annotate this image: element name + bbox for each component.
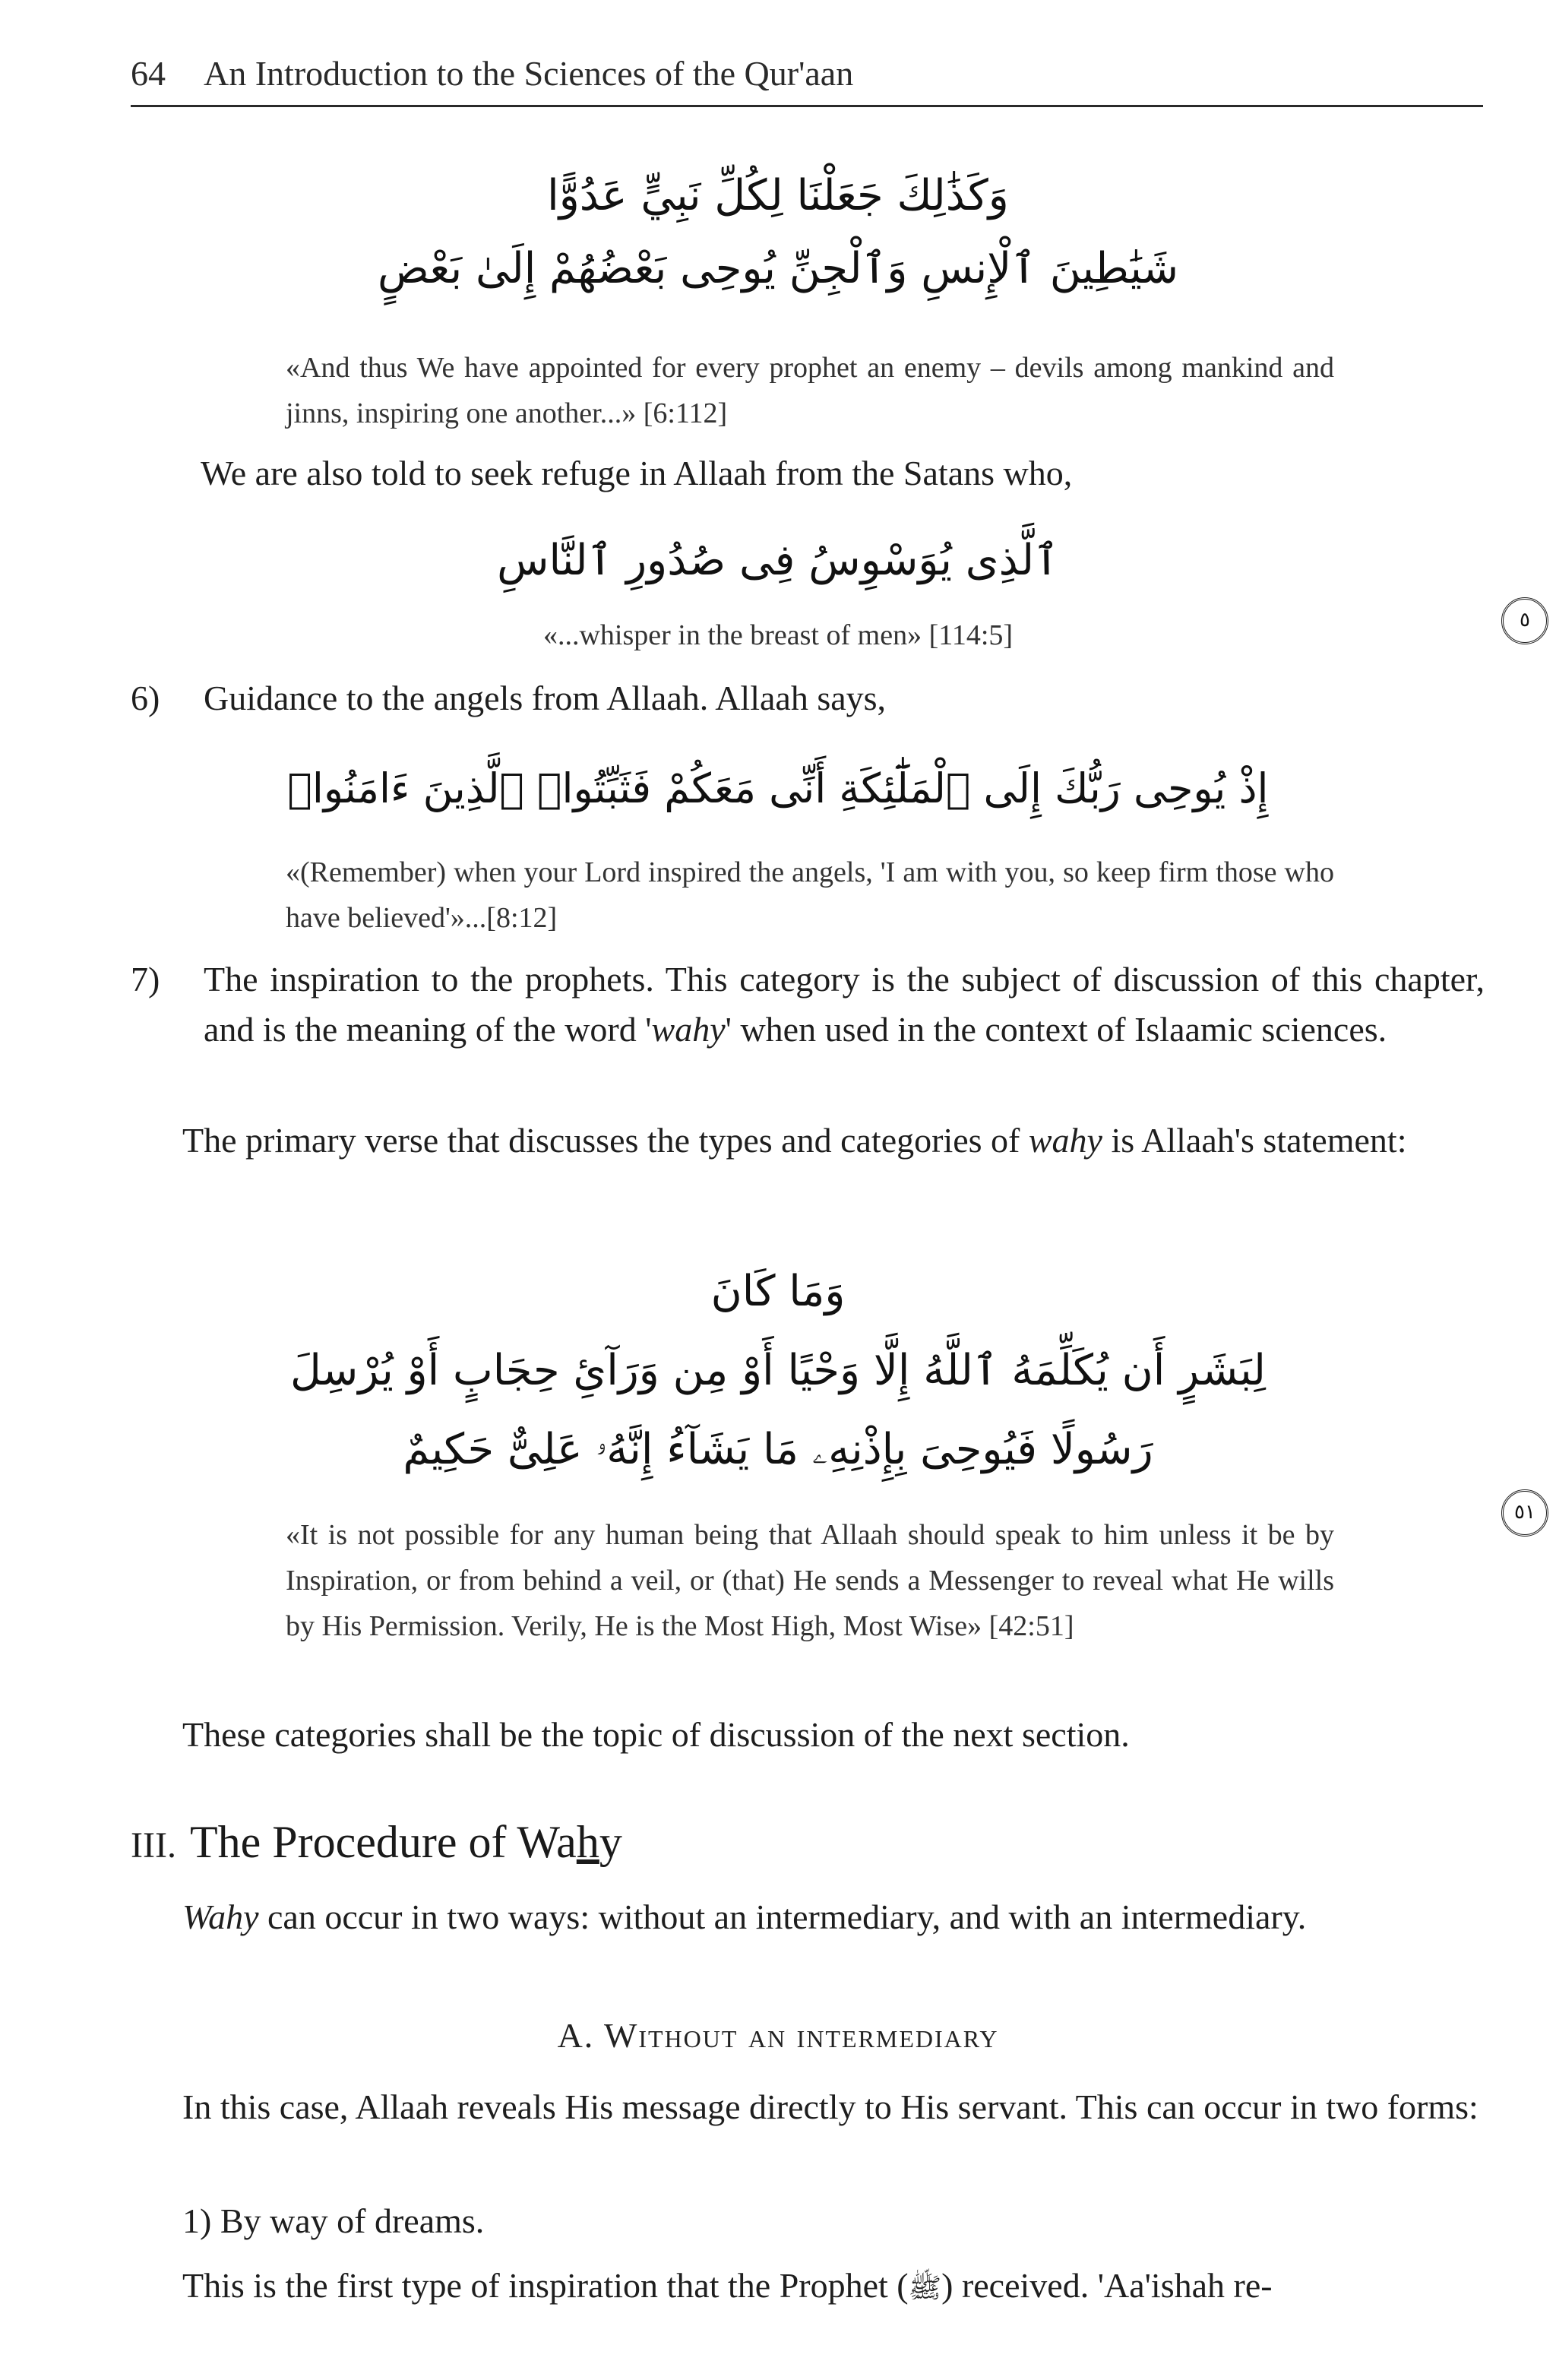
list-item-text: Guidance to the angels from Allaah. Allaah says, bbox=[204, 679, 887, 717]
quote-text: «(Remember) when your Lord inspired the angels, 'I am with you, so keep firm those who have believed'»...[8:12] bbox=[286, 856, 1334, 934]
section-title: The Procedure of Wa bbox=[189, 1817, 577, 1867]
paragraph-text: This is the first type of inspiration that the Prophet ( bbox=[182, 2266, 909, 2305]
translation-quote bbox=[0, 612, 1556, 658]
list-number: 7) bbox=[131, 960, 160, 999]
arabic-text: ٱلَّذِى يُوَسْوِسُ فِى صُدُورِ ٱلنَّاسِ bbox=[497, 536, 1059, 585]
salutation-glyph: ﷺ bbox=[908, 2273, 942, 2304]
paragraph bbox=[182, 2261, 1485, 2314]
translation-quote bbox=[286, 850, 1334, 941]
translation-quote bbox=[286, 345, 1334, 436]
ayah-number-marker: ٥١ bbox=[1501, 1489, 1548, 1537]
quote-text: «It is not possible for any human being that Allaah should speak to him unless it be by Inspiration, or from behind a veil, or (that) He sends a Messenger to reveal what He wills by His Permission. Verily, He is the Most High, Most Wise» [42:51] bbox=[286, 1519, 1334, 1642]
list-item-text: ' when used in the context of Islaamic sciences. bbox=[725, 1010, 1387, 1049]
list-item-dreams bbox=[182, 2196, 1485, 2246]
paragraph bbox=[131, 2082, 1485, 2132]
arabic-verse-6-112 bbox=[0, 160, 1556, 305]
paragraph bbox=[131, 1116, 1485, 1166]
arabic-line: شَيَٰطِينَ ٱلْإِنسِ وَٱلْجِنِّ يُوحِى بَعْضُهُمْ إِلَىٰ بَعْضٍ bbox=[377, 244, 1179, 293]
paragraph-text: In this case, Allaah reveals His message directly to His servant. This can occur in two forms: bbox=[182, 2087, 1479, 2126]
arabic-line: إِذْ يُوحِى رَبُّكَ إِلَى ٱلْمَلَٰٓئِكَةِ أَنِّى مَعَكُمْ فَثَبِّتُوا۟ ٱلَّذِينَ ءَامَنُوا۟ bbox=[287, 764, 1269, 812]
section-numeral: III. bbox=[131, 1825, 176, 1866]
running-title: An Introduction to the Sciences of the Qur'aan bbox=[204, 54, 854, 93]
paragraph-text: ) received. 'Aa'ishah re- bbox=[941, 2266, 1273, 2305]
paragraph-text: can occur in two ways: without an intermediary, and with an intermediary. bbox=[258, 1897, 1307, 1936]
section-title: h bbox=[576, 1817, 599, 1867]
subsection-title: A. Without an intermediary bbox=[557, 2016, 999, 2055]
page-number: 64 bbox=[131, 54, 166, 93]
section-heading bbox=[131, 1816, 622, 1869]
term-wahy: wahy bbox=[651, 1010, 726, 1049]
paragraph-text: is Allaah's statement: bbox=[1102, 1121, 1407, 1160]
translation-quote bbox=[286, 1512, 1334, 1649]
paragraph bbox=[182, 1710, 1485, 1760]
arabic-verse-8-12 bbox=[0, 752, 1556, 825]
list-item bbox=[204, 673, 1485, 723]
term-wahy: Wahy bbox=[182, 1897, 259, 1936]
arabic-line: وَكَذَٰلِكَ جَعَلْنَا لِكُلِّ نَبِيٍّ عَدُوًّا bbox=[547, 171, 1009, 220]
arabic-verse-42-51 bbox=[0, 1252, 1556, 1537]
paragraph-text: The primary verse that discusses the types and categories of bbox=[182, 1121, 1029, 1160]
subsection-heading bbox=[0, 2015, 1556, 2056]
arabic-line: لِبَشَرٍ أَن يُكَلِّمَهُ ٱللَّهُ إِلَّا وَحْيًا أَوْ مِن وَرَآئِ حِجَابٍ أَوْ يُرْسِلَ bbox=[290, 1346, 1266, 1395]
paragraph-text: These categories shall be the topic of discussion of the next section. bbox=[182, 1715, 1130, 1754]
arabic-line: وَمَا كَانَ bbox=[710, 1267, 846, 1316]
section-title: y bbox=[599, 1817, 622, 1867]
running-header bbox=[131, 47, 1483, 107]
term-wahy: wahy bbox=[1028, 1121, 1102, 1160]
list-number: 6) bbox=[131, 679, 160, 717]
list-item-text: The inspiration to the prophets. This category is the subject of discussion of this chapter, and is the meaning of the word ' bbox=[204, 960, 1485, 1049]
paragraph bbox=[182, 1892, 1485, 1942]
arabic-text: رَسُولًا فَيُوحِىَ بِإِذْنِهِۦ مَا يَشَآءُ إِنَّهُۥ عَلِىٌّ حَكِيمٌ bbox=[403, 1425, 1153, 1474]
list-item-text: 1) By way of dreams. bbox=[182, 2201, 485, 2240]
quote-text: «...whisper in the breast of men» [114:5] bbox=[542, 619, 1014, 651]
ayah-number-marker: ٥ bbox=[1501, 597, 1548, 644]
quote-text: «And thus We have appointed for every prophet an enemy – devils among mankind and jinns, inspiring one another...» [6:112] bbox=[286, 352, 1334, 429]
paragraph-text: We are also told to seek refuge in Allaah from the Satans who, bbox=[201, 454, 1073, 492]
paragraph bbox=[201, 448, 1485, 498]
list-item bbox=[204, 954, 1485, 1055]
